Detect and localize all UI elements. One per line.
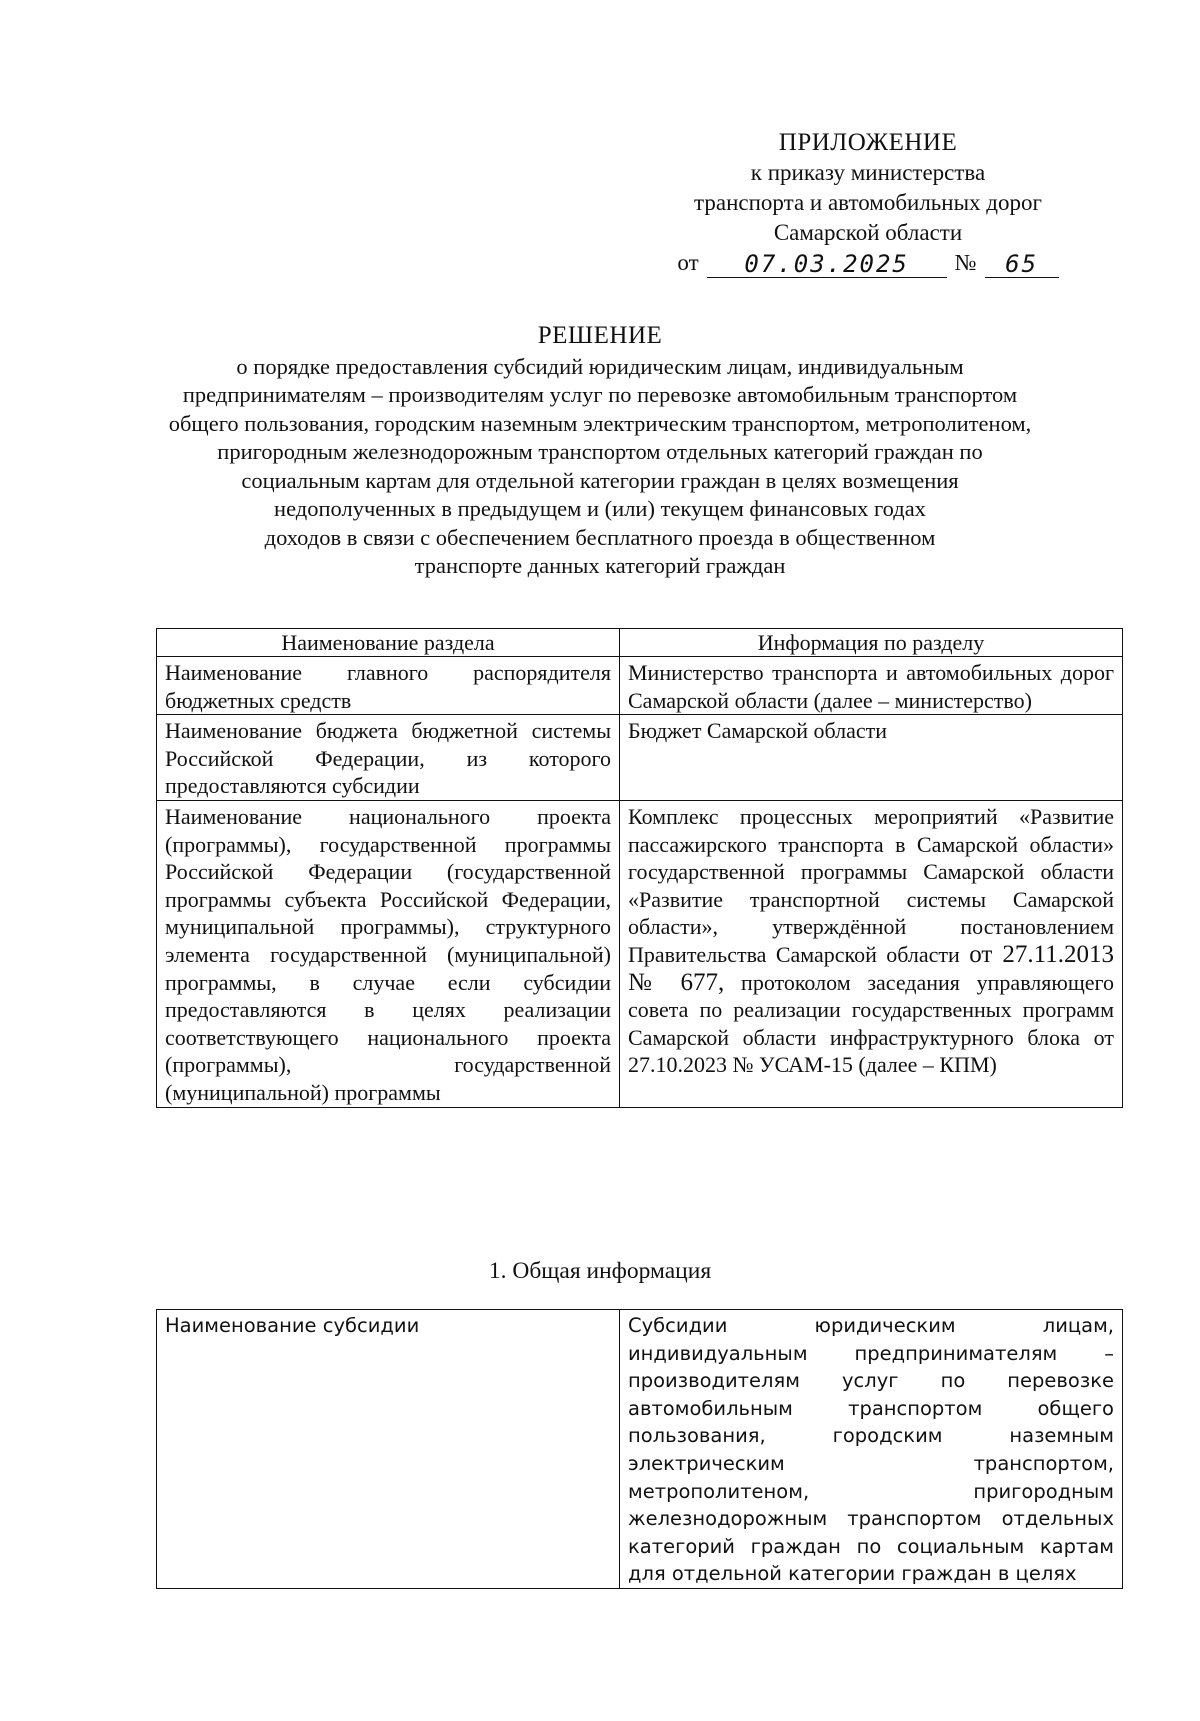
section-info-table [156,628,1123,1108]
decision-line: социальным картам для отдельной категории граждан в целях возмещения [241,467,959,493]
table-row [157,1310,1123,1589]
decision-line: транспорте данных категорий граждан [414,553,786,578]
row-label: Наименование субсидии [157,1310,620,1589]
appendix-line: к приказу министерства [750,160,986,185]
table-header-row [157,629,1123,657]
decision-heading: РЕШЕНИЕ [537,322,663,349]
table-row [157,657,1123,715]
row-info-decree-ref: от 27.11.2013 № 677, [628,940,1114,996]
appendix-line: транспорта и автомобильных дорог [694,190,1042,215]
section-title: 1. Общая информация [488,1258,712,1284]
order-date-number [648,248,1088,278]
appendix-title: ПРИЛОЖЕНИЕ [778,129,958,156]
handwritten-number: 65 [985,251,1059,278]
date-prefix: от [677,250,699,275]
number-prefix: № [954,250,977,275]
column-header: Наименование раздела [157,629,620,657]
decision-line: о порядке предоставления субсидий юридическим лицам, индивидуальным [236,353,964,379]
row-label: Наименование национального проекта (программы), государственной программы Российской Федерации (государственной программы субъекта Российской Федерации, муниципальной программы), структурного элемента государственной (муниципальной) программы, в случае если субсидии предоставляются в целях реализации соответствующего национального проекта (программы), государственной (муниципальной) программы [157,800,620,1107]
decision-title-block [150,322,1050,581]
row-label: Наименование бюджета бюджетной системы Российской Федерации, из которого предоставляются субсидии [157,715,620,801]
row-info: Субсидии юридическим лицам, индивидуальным предпринимателям – производителям услуг по перевозке автомобильным транспортом общего пользования, городским наземным электрическим транспортом, метрополитеном, пригородным железнодорожным транспортом отдельных категорий граждан по социальным картам для отдельной категории граждан в целях [620,1310,1123,1589]
decision-line: недополученных в предыдущем и (или) текущем финансовых годах [274,496,926,521]
row-label: Наименование главного распорядителя бюджетных средств [157,657,620,715]
decision-line: доходов в связи с обеспечением бесплатного проезда в общественном [264,524,936,550]
table-row [157,800,1123,1107]
handwritten-date: 07.03.2025 [707,251,947,278]
row-info-part: Комплекс процессных мероприятий «Развитие пассажирского транспорта в Самарской области» государственной программы Самарской области «Развитие транспортной системы Самарской области», утверждённой постановлением Правительства Самарской области [628,803,1114,967]
row-info [620,800,1123,1107]
appendix-header [648,128,1088,278]
decision-line: предпринимателям – производителям услуг по перевозке автомобильным транспортом [182,382,1018,407]
row-info-part: протоколом заседания управляющего совета по реализации государственных программ Самарской области инфраструктурного блока от 27.10.2023 № УСАМ-15 (далее – КПМ) [628,969,1115,1078]
decision-line: пригородным железнодорожным транспортом отдельных категорий граждан по [217,439,983,464]
general-info-table [156,1309,1123,1589]
column-header: Информация по разделу [620,629,1123,657]
decision-line: общего пользования, городским наземным электрическим транспортом, метрополитеном, [168,410,1032,436]
row-info: Бюджет Самарской области [620,715,1123,801]
appendix-line: Самарской области [773,220,963,245]
row-info: Министерство транспорта и автомобильных дорог Самарской области (далее – министерство) [620,657,1123,715]
table-row [157,715,1123,801]
